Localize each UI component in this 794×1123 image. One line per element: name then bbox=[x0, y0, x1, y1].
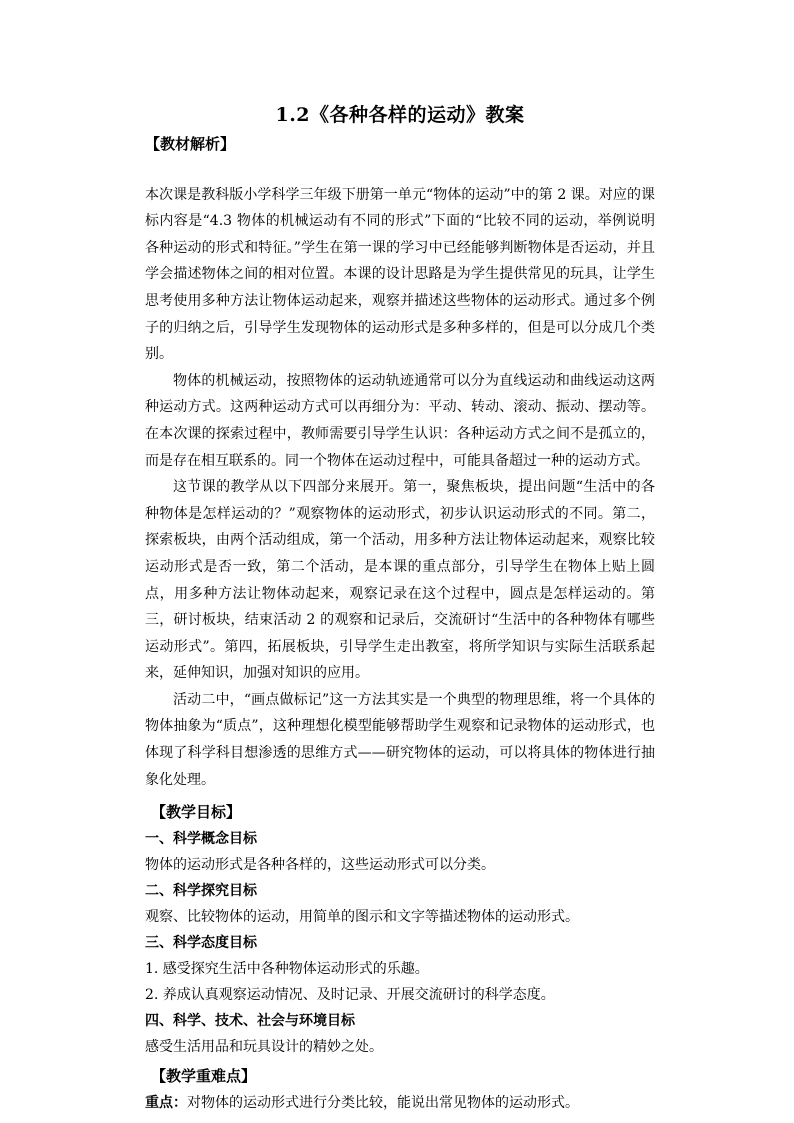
analysis-paragraph-2: 物体的机械运动，按照物体的运动轨迹通常可以分为直线运动和曲线运动这两种运动方式。这两种运动方式可以再细分为：平动、转动、滚动、振动、摆动等。在本次课的探索过程中，教师需要引导学生认识：各种运动方式之间不是孤立的，而是存在相互联系的。同一个物体在运动过程中，可能具备超过一种的运动方式。 bbox=[145, 372, 655, 469]
goal-3-item-1: 1. 感受探究生活中各种物体运动形式的乐趣。 bbox=[145, 961, 429, 978]
analysis-paragraph-3: 这节课的教学从以下四部分来展开。第一，聚焦板块，提出问题“生活中的各种物体是怎样运动的？”观察物体的运动形式，初步认识运动形式的不同。第二，探索板块，由两个活动组成，第一个活动，用多种方法让物体运动起来，观察比较运动形式是否一致，第二个活动，是本课的重点部分，引导学生在物体上贴上圆点，用多种方法让物体动起来，观察记录在这个过程中，圆点是怎样运动的。第三，研讨板块，结束活动 2 的观察和记录后，交流研讨“生活中的各种物体有哪些运动形式”。第四，拓展板块，引导学生走出教室，将所学知识与实际生活联系起来，延伸知识，加强对知识的应用。 bbox=[145, 479, 655, 682]
goal-4-title: 四、科学、技术、社会与环境目标 bbox=[145, 1013, 355, 1030]
goal-3-title: 三、科学态度目标 bbox=[145, 935, 257, 952]
key-point-text: 对物体的运动形式进行分类比较，能说出常见物体的运动形式。 bbox=[187, 1095, 579, 1112]
document-content bbox=[145, 100, 655, 1119]
key-point-label: 重点： bbox=[145, 1095, 187, 1112]
goal-4-text: 感受生活用品和玩具设计的精妙之处。 bbox=[145, 1039, 383, 1056]
goal-1-text: 物体的运动形式是各种各样的，这些运动形式可以分类。 bbox=[145, 857, 495, 874]
analysis-paragraph-4: 活动二中，“画点做标记”这一方法其实是一个典型的物理思维，将一个具体的物体抽象为“质点”，这种理想化模型能够帮助学生观察和记录物体的运动形式，也体现了科学科目想渗透的思维方式——研究物体的运动，可以将具体的物体进行抽象化处理。 bbox=[145, 691, 655, 788]
key-point-line bbox=[145, 1093, 655, 1113]
goal-2-text: 观察、比较物体的运动，用简单的图示和文字等描述物体的运动形式。 bbox=[145, 909, 579, 926]
document-title: 1.2《各种各样的运动》教案 bbox=[275, 104, 525, 126]
goal-1-title: 一、科学概念目标 bbox=[145, 831, 257, 848]
analysis-heading: 【教材解析】 bbox=[145, 135, 236, 153]
goals-heading: 【教学目标】 bbox=[151, 803, 242, 822]
goal-3-item-2: 2. 养成认真观察运动情况、及时记录、开展交流研讨的科学态度。 bbox=[145, 987, 555, 1004]
analysis-paragraph-1-text: 本次课是教科版小学科学三年级下册第一单元“物体的运动”中的第 2 课。对应的课标内容是“4.3 物体的机械运动有不同的形式”下面的“比较不同的运动，举例说明各种运动的形式和特征。”学生在第一课的学习中已经能够判断物体是否运动，并且学会描述物体之间的相对位置。本课的设计思路是为学生提供常见的玩具，让学生思考使用多种方法让物体运动起来，观察并描述这些物体的运动形式。通过多个例子的归纳之后，引导学生发现物体的运动形式是多种多样的，但是可以分成几个类别。 bbox=[145, 186, 655, 363]
key-points-heading: 【教学重难点】 bbox=[151, 1067, 257, 1086]
goal-2-title: 二、科学探究目标 bbox=[145, 883, 257, 900]
analysis-paragraph-1 bbox=[145, 155, 655, 368]
